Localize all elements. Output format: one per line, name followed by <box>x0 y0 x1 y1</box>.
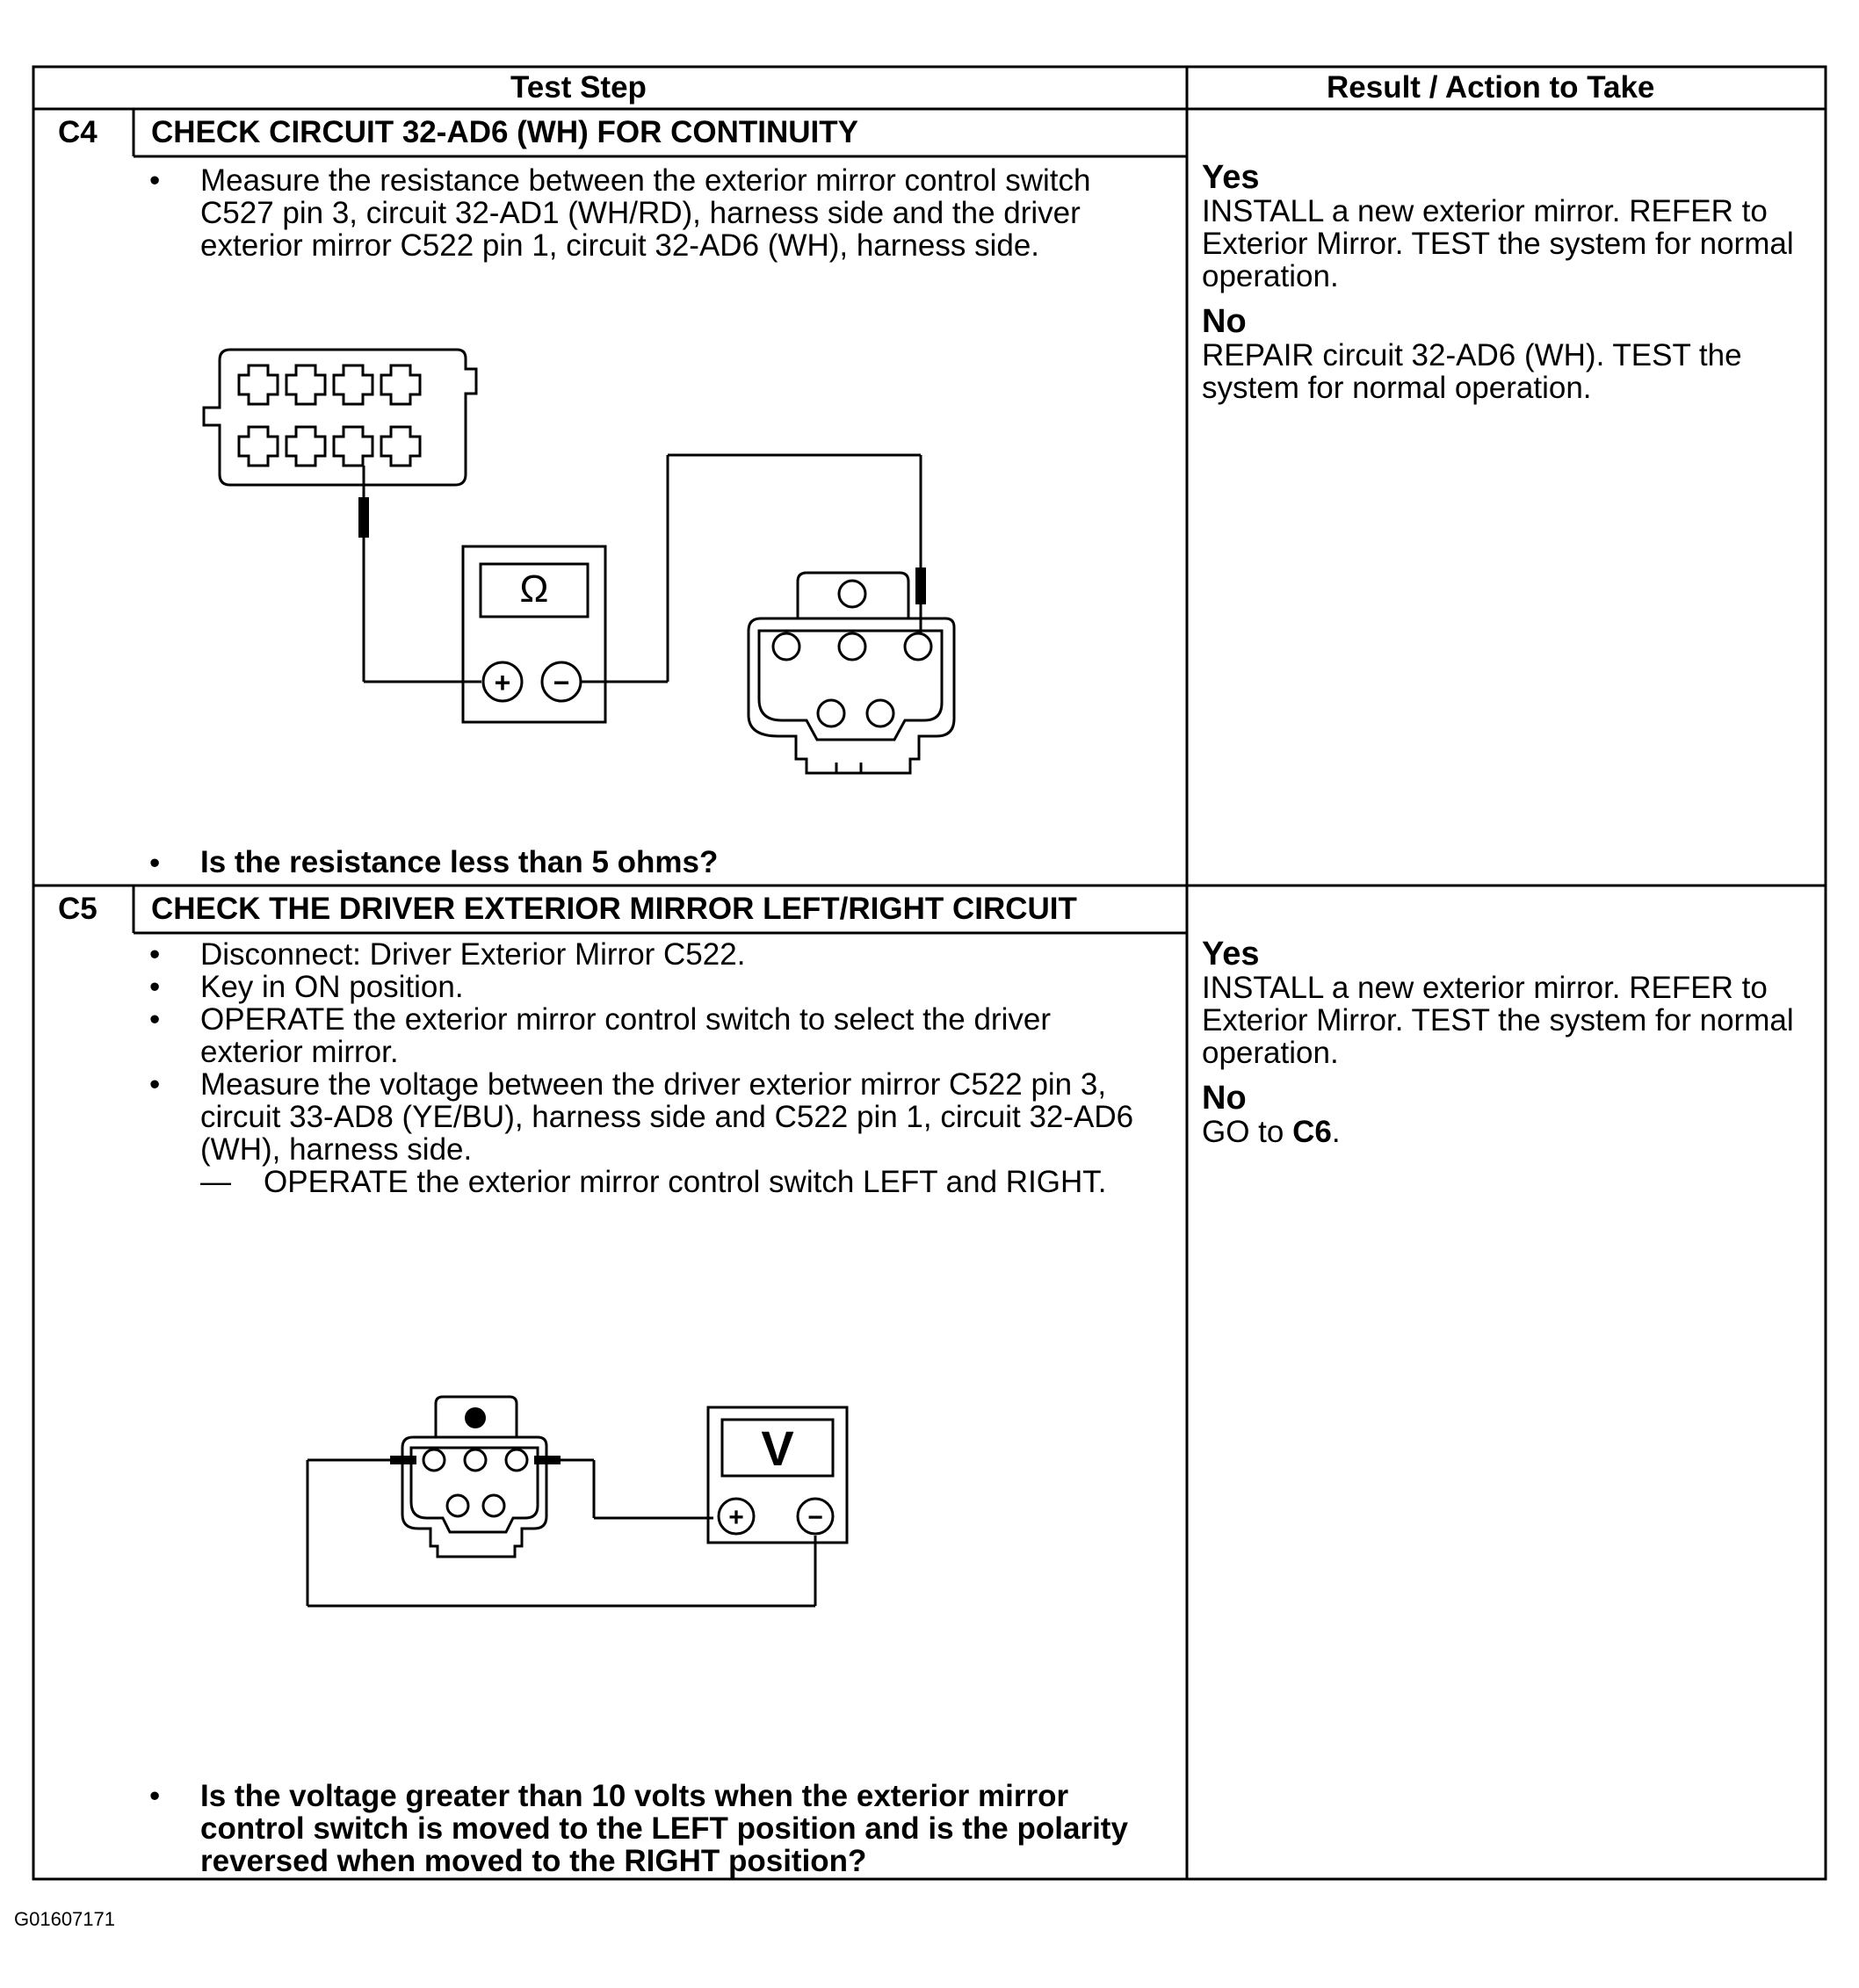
c5-meter-symbol: V <box>761 1421 794 1476</box>
bullet-symbol: • <box>149 846 161 880</box>
step-title-c4: CHECK CIRCUIT 32-AD6 (WH) FOR CONTINUITY <box>151 115 858 149</box>
c4-instruction: Measure the resistance between the exterior mirror control switch C527 pin 3, circuit 32-AD1 (WH/RD), harness side and the driver exterior mirror C522 pin 1, circuit 32-AD6 (WH), harness side. <box>200 163 1091 263</box>
step-id-c5: C5 <box>58 892 98 926</box>
c4-yes-text: INSTALL a new exterior mirror. REFER to Exterior Mirror. TEST the system for normal operation. <box>1202 194 1794 293</box>
c5-meter-plus: + <box>728 1503 744 1532</box>
c5-no-suffix: . <box>1331 1115 1341 1149</box>
bullet-symbol: • <box>149 1779 161 1813</box>
c5-step-measure-voltage: Measure the voltage between the driver exterior mirror C522 pin 3, circuit 33-AD8 (YE/BU), harness side and C522 pin 1, circuit 32-AD6 (WH), harness side. <box>200 1067 1134 1167</box>
header-test-step: Test Step <box>510 70 647 105</box>
bullet-symbol: • <box>149 163 161 198</box>
bullet-symbol: • <box>149 970 161 1004</box>
dash-symbol: — <box>200 1165 231 1199</box>
c4-question: Is the resistance less than 5 ohms? <box>200 845 719 879</box>
c5-meter-minus: − <box>807 1503 823 1532</box>
step-id-c4: C4 <box>58 115 98 149</box>
c5-step-select-mirror: OPERATE the exterior mirror control switch to select the driver exterior mirror. <box>200 1002 1051 1069</box>
c5-yes-text: INSTALL a new exterior mirror. REFER to Exterior Mirror. TEST the system for normal operation. <box>1202 971 1794 1070</box>
c5-step-key-on: Key in ON position. <box>200 970 464 1004</box>
c5-no-text <box>1202 1116 1817 1148</box>
c4-no-text: REPAIR circuit 32-AD6 (WH). TEST the system for normal operation. <box>1202 338 1742 405</box>
c5-no-prefix: GO to <box>1202 1115 1293 1149</box>
c4-meter-symbol: Ω <box>519 567 549 611</box>
header-result-action: Result / Action to Take <box>1327 70 1655 105</box>
bullet-symbol: • <box>149 937 161 972</box>
c4-yes-label: Yes <box>1202 159 1260 196</box>
c4-no-label: No <box>1202 303 1247 340</box>
c5-no-target-link[interactable]: C6 <box>1292 1115 1332 1149</box>
c4-meter-plus: + <box>494 667 511 698</box>
c5-sub-step-operate: OPERATE the exterior mirror control switch LEFT and RIGHT. <box>264 1165 1107 1199</box>
c5-question: Is the voltage greater than 10 volts when the exterior mirror control switch is moved to the LEFT position and is the polarity reversed when moved to the RIGHT position? <box>200 1779 1128 1878</box>
bullet-symbol: • <box>149 1002 161 1037</box>
c4-meter-minus: − <box>553 667 570 698</box>
step-title-c5: CHECK THE DRIVER EXTERIOR MIRROR LEFT/RIGHT CIRCUIT <box>151 892 1077 926</box>
bullet-symbol: • <box>149 1067 161 1102</box>
c5-no-label: No <box>1202 1080 1247 1117</box>
c5-yes-label: Yes <box>1202 936 1260 972</box>
figure-id: G01607171 <box>14 1908 115 1930</box>
c5-step-disconnect: Disconnect: Driver Exterior Mirror C522. <box>200 937 746 972</box>
